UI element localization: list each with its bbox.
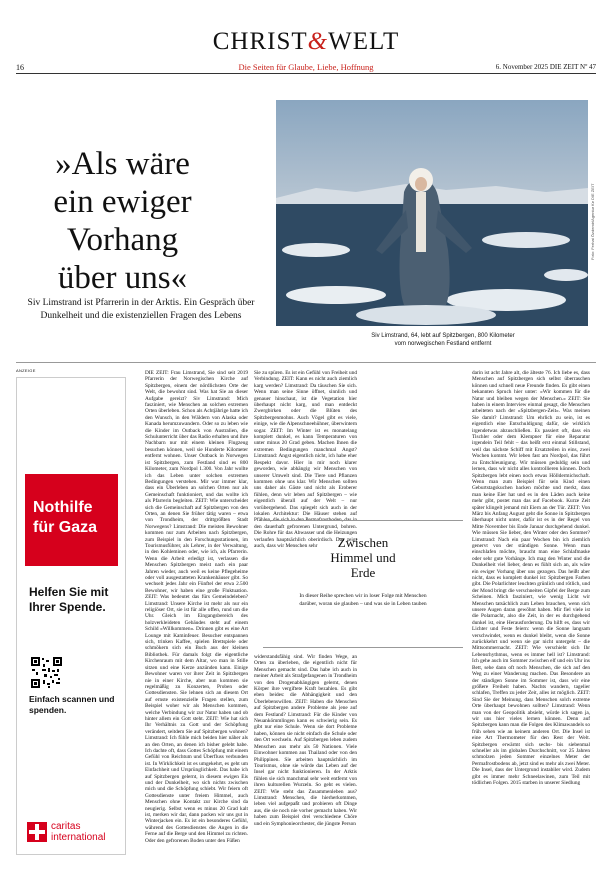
article-column-2-bottom: widerstandsfähig sind. Wir finden Wege, an Orten zu überleben, die eigentlich nicht für Menschen gemacht sind. Das habe ich auch in meiner Arbeit als Strafgefangenen in Trondheim von den Drogenabhängigen gelernt, denen Körper ihre vergiftete Kraft bezahlen. Es gibt eben beides: die Abhängigkeit und den Überlebenswillen. ZEIT: Haben die Menschen auf Spitzbergen andere Probleme als jene auf dem Festland? Limstrand: Für die Kinder von Neuankömmlingen kann es schwierig sein. Es gibt nur eine Schule. Wenn sie dort Probleme haben, können sie nicht einfach die Schule oder den Ort wechseln. Auf Spitzbergen leben zudem Menschen aus mehr als 50 Nationen. Viele Einwohner kommen aus Thailand oder von den Philippinen. Sie arbeiten hauptsächlich im Tourismus, ohne sie würde das Leben auf der Insel gar nicht funktionieren. In der Arktis fühlen sie sich manchmal sehr weit entfernt von ihren kulturellen Wurzeln. So geht es vielen. ZEIT: Wie steht das Zusammenleben aus? Limstrand: Menschen, die hierherkommen, leben viel aufgepaßt und probieren oft Dinge aus, die sie noch nie vorher gemacht haben. Wir haben zum Beispiel drei verschiedene Chöre und ein Symphonieorchester, die jüngste Person	[254, 654, 357, 827]
ad-label: ANZEIGE	[16, 368, 36, 373]
series-title: Zwischen Himmel und Erde	[330, 535, 396, 580]
section-rule	[16, 362, 596, 363]
section-tagline: Die Seiten für Glaube, Liebe, Hoffnung	[238, 62, 374, 72]
caritas-logo	[27, 821, 122, 845]
masthead	[0, 28, 612, 56]
photo-caption: Siv Limstrand, 64, lebt auf Spitzbergen, 800 Kilometer vom norwegischen Festland entfernt	[371, 333, 515, 347]
section-logo: CHRIST&WELT	[212, 28, 400, 55]
series-description: In dieser Reihe sprechen wir in loser Folge mit Menschen darüber, woran sie glauben – und was sie in Leben tauben	[299, 593, 427, 607]
caritas-flame-cross-icon	[27, 822, 47, 842]
issue-dateline: 6. November 2025 DIE ZEIT Nº 47	[495, 63, 596, 71]
photo-credit: Foto: Ferhat Özdemir/Agentur für DIE ZEIT	[590, 183, 595, 260]
article-headline: »Als wäre ein ewiger Vorhang über uns«	[53, 146, 192, 296]
logo-name-line-2: international	[51, 832, 106, 843]
ad-call-to-action: Helfen Sie mit Ihrer Spende.	[29, 585, 109, 614]
article-photo	[276, 100, 588, 326]
logo-name-line-1: caritas	[51, 821, 81, 832]
article-column-2-top: Sie zu spüren. Es ist ein Gefühl von Freiheit und Verbindung. ZEIT: Kann es nicht auch ziemlich karg werden? Limstrand: Da täuschen Sie sich. Wenn man seine Sinne öffnet, sinnlich und genauer hinschaut, ist die Vegetation hier überhaupt nicht karg, und man entdeckt Zwergbirken oder die Blüten des Spitzbergenmohns. Auch Vögel gibt es viele, einige, wie die Alpenschneehühner, überwintern sogar. ZEIT: Im Winter ist es monatelang komplett dunkel, es kann Temperaturen von unter minus 20 Grad geben. Machen Ihnen die extremen Bedingungen manchmal Angst? Limstrand: Angst eigentlich nicht, ich habe eher Respekt davor. Hier in mir noch klarer geworden, wie abhängig wir Menschen von unserer Umwelt sind. Die Tiere und Pflanzen kommen ohne uns klar. Wir Menschen sollten uns daher als Gäste und nicht als Eroberer fühlen, denn wir leben auf Spitzbergen – wie eigentlich überall auf der Welt – nur vorübergehend. Das spiegelt sich auch in der lokalen Architektur: Die Häuser stehen auf Pfählen, die sich in den Permafrostboden, das in den dauerhaft gefrorenen Untergrund, bohren. Die Rohre für das Abwasser und die Heizungen verlaufen hauptsächlich oberirdisch. Das zeigt auch, dass wir Menschen sehr	[254, 370, 357, 549]
logo-ampersand: &	[307, 28, 329, 55]
header-rule	[16, 73, 596, 74]
series-boxout	[263, 520, 463, 648]
article-column-1: DIE ZEIT: Frau Limstrand, Sie sind seit 2019 Pfarrerin der Norwegischen Kirche auf Spitzbergen, einem der nördlichsten Orte der Welt, die bewohnt sind. Was hat Sie an dieser Aufgabe gereizt? Siv Limstrand: Mich fasziniert, wie Menschen an solchen extremen Orten überleben. Schon als Achtjährige hatte ich den Wunsch, in den Wäldern von Alaska oder Kanada herumzuwandern. Oder so zu leben wie die Kinder im Outback von Australien, die Schulunterricht über das Radio erhalten und ihre Nachbarn nur mit einem kleinen Flugzeug besuchen können, weil sie Hunderte Kilometer entfernt wohnen. Unser Outback in Norwegen ist Spitzbergen, zum Festland sind es 800 Kilometer, zum Nordpol 1.300. Von Jahr wollte ich das Leben unter solchen extremen Bedingungen verstehen. Mir war immer klar, dass ein Überleben an solchen Orten nur als Gemeinschaft funktioniert, und das wollte ich als Pfarrerin begleiten. ZEIT: Wie unterscheidet sich die Gemeinschaft auf Spitzbergen von den Orten, an denen Sie früher tätig waren – etwa von Trondheim, der drittgrößten Stadt Norwegens? Limstrand: Die meisten Bewohner kommen nur zum Arbeiten nach Spitzbergen, zum Beispiel in den Forschungsstationen, im Tourismusführer, als Lehrer, in der Verwaltung, in den Kohleminen oder, wie ich, als Pfarrerin. Wenn die Arbeit erledigt ist, verlassen die Menschen Spitzbergen meist nach ein paar Jahren wieder, auch weil es keine Pflegeheime oder voll ausgestatteten Krankenhäuser gibt. So wechselt jedes Jahr ein Fünftel der etwa 2.500 Bewohner, wir haben eine große Fluktuation. ZEIT: Was bedeutet das fürs Gemeindeleben? Limstrand: Unsere Kirche ist mehr als nur ein religiöser Ort, sie ist für alle offen, rund um die Uhr. Gleich im Eingangsbereich des holzverkleideten Gebäudes steht auf einem Schild »Willkommen«. Drinnen gibt es eine Art Lounge mit Kaminfeuer. Besucher entspannen sich, trinken Kaffee, spielen Brettspiele oder schmökern sich ein Buch aus der kleinen Bibliothek. Für damals folgt die eigentliche Kirchenraum mit dem Altar, wo man in Stille sitzen und eine Kerze anzünden kann. Einige Bewohner waren vor ihrer Zeit in Spitzbergen nie in einer Kirche, aber nun kommen sie regelmäßig zu Konzerten, Proben oder Gottesdiensten. Sie lehnen sich an diesem Ort auf ernste existenzielle Fragen stellen, zum Beispiel woher wir als Menschen kommen, welche Verbindung wir zur Natur haben und ob hinter allem ein Gott steht. ZEIT: Wie hat sich Ihr Verhältnis zu Gott und der Schöpfung verändert, seitdem Sie auf Spitzbergen wohnen? Limstrand: Ich fühle mich beiden hier näher als an den Orten, an denen ich bisher gelebt habe. Ich dachte oft, dass Gottes Schöpfung mit einem Gefühl von Reichtum und Überfluss verbunden ist. In Wirklichkeit ist es umgekehrt, es geht um Einfachheit und Ursprünglichkeit. Das habe ich auf Spitzbergen gelernt, in diesem ewigen Eis und der Dunkelheit, wo sich nichts zwischen mich und die Schöpfung schiebt. Wir feiern oft Gottesdienste unter freiem Himmel, auch Menschen ohne Kontakt zur Kirche sind da neugierig. Selbst wenn es minus 20 Grad kalt ist, merken wir dar, dann packen wir uns gut in Winterjacken ein. Es ist ein besonderes Gefühl, während des Gottesdienstes die Augen in die Ferne auf die Berge und den Himmel zu richten. Oder den gefrorenen Boden unter den Füßen	[145, 370, 248, 844]
ad-banner: Nothilfe für Gaza	[25, 474, 118, 566]
page-number: 16	[16, 63, 24, 72]
qr-code-icon[interactable]	[30, 656, 63, 689]
advertisement[interactable]	[16, 377, 126, 855]
article-deck: Siv Limstrand ist Pfarrerin in der Arktis. Ein Gespräch über Dunkelheit und die existenziellen Fragen des Lebens	[27, 298, 255, 321]
ad-qr-instructions: Einfach scannen und spenden.	[29, 694, 115, 715]
article-column-3: darin ist acht Jahre alt, die älteste 76. Ich liebe es, dass Menschen auf Spitzbergen sich selbst überraschen können und schnell neue Freunde finden. Es gibt einen bekannten Spruch hier unter: »Wir kommen für die Natur und bleiben wegen der Menschen.« ZEIT: Sie haben in einem Interview einmal gesagt, die Menschen arbeiteten nach der »Spitzbergen-Zeit«. Was meinen Sie damit? Limstrand: Um ehrlich zu sein, ist es eigentlich eine Entschuldigung dafür, sie wirklich irgendetwas abzuschließen. Es passiert oft, dass ein Tischler oder dem Klempner für eine Reparatur irgendein Teil fehlt – das heißt erst einmal Stillstand, weil das nächste Schiff mit Ersatzteilen in eins, zwei Wochen kommt. Wir leben fast am Nordpol, das führt zu Entschleunigung. Wir müssen geduldig sein und lernen, dass wir nicht alles kontrollieren können. Doch Spitzbergen lebt einen noch etwas Hölldermichschaft. Wenn man zum Beispiel für sein Kind einen Geburtstagskuchen backen möchte und merkt, dass man keine Eier hat und es in den Läden auch keine mehr gibt, postet man das auf Facebook. Kurze Zeit später klingelt jemand mit Eiern an der Tür. ZEIT: Von März bis Anfang August geht die Sonne in Spitzbergen überhaupt nicht unter, dafür ist es in der Regel von Mitte November bis Ende Januar durchgehend dunkel. Wie müssen Sie lieber, den Winter oder den Sommer? Limstrand: Nach ein paar Wochen bin ich ziemlich genervt von der ständigen Sonne. Wenn man einschlafen möchte, braucht man eine Schlafmaske oder sehr gute Vorhänge. Ich mag den Winter und die Dunkelheit viel lieber, denn es fühlt sich an, als wäre ein ewiger Vorhang über uns gezogen. Das heißt aber nicht, dass es komplett dunkel ist: Spitzbergen Farben gibt. Die Polarlichter leuchten grünlich und rötlich, und der Mond bringt die verschneiten Gipfel der Berge zum Scheinen. Mich fasziniert, wie wenig Licht wir Menschen tatsächlich zum Leben brauchen, wenn sich unsere Augen daran gewöhnt haben. Mir fiel viele ist die Polarnacht, also die Zeit, in der es durchgehend dunkel ist, eine Herausforderung. Da hilft es, dass wir Lichter und Feste feiern: wenn die Sonne langsam verschwindet, wenn es dunkel bleibt, wenn die Sonne zurückkehrt und wenn sie gar nicht untergeht – die Mittsommernacht. ZEIT: Wie verschieht sich Ihr Lebensrhythmus, wenn es immer hell ist? Limstrand: Ich gehe auch im Sommer zwischen elf und ein Uhr ins Bett, sehe dann oft noch Menschen, die sich auf den Weg zu einer Wanderung machen. Das Besondere an der ständigen Sonne im Sommer ist, dass wir eine größere Freiheit haben. Nachts wandern, tagelier schlafen, Treffen zu jeder Zeit, alles ist möglich. ZEIT: Sind Sie der Meinung, dass Menschen solch extreme Orte überhaupt bewohnen sollten? Limstrand: Wenn man von der Geopolitik absieht, würde ich sagen ja, wir uns hier vieles lernen können. Denn auf Spitzbergen kann man die Folgen des Klimawandels so früh sehen wie an keinem anderen Ort. Die Insel ist eine Art Thermometer für den Rest der Welt. Spitzbergen erwärmt sich sechs- bis siebenmal schneller als im globalen Durchschnitt, vor 25 Jahren schmolzen jeden Sommer einzelnes Meter der Permafrostbodens ab, jetzt sind es mehr als zwei Meter. Die Insel, dass der Untergrund instabiler wird. Zudem gibt es immer mehr Schneelawinen, zum Teil mit tödlichen Folgen. 2015 starben in unserer Siedlung	[472, 370, 590, 786]
